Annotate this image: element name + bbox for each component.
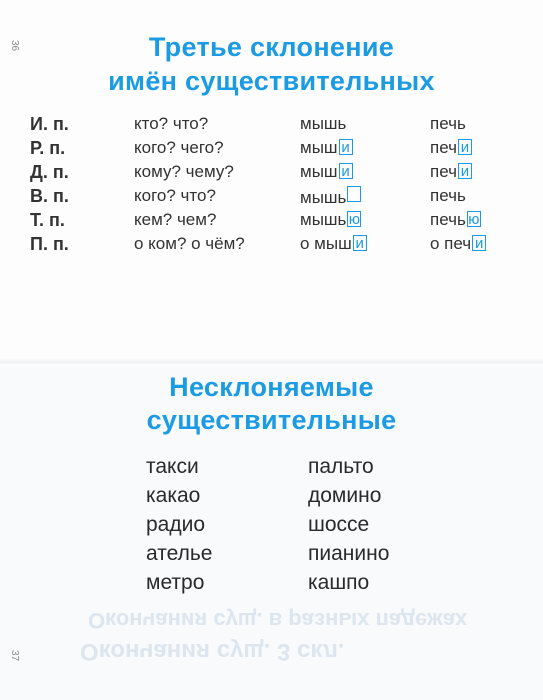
word-mysh [300,234,367,254]
table-row [30,234,520,258]
table-row [30,138,520,162]
title-indeclinable-line1: Несклоняемые [169,372,374,402]
word-mysh [300,162,353,182]
case-question: кому? чему? [134,162,234,181]
case-label: Р. п. [30,138,66,158]
list-item [0,542,543,571]
word-stem: мышь [300,188,347,207]
indeclinable-word-list [0,455,543,600]
case-label: Д. п. [30,162,69,182]
list-item [0,455,543,484]
word-right: шоссе [308,513,370,536]
empty-ending-box [347,186,361,202]
case-label: И. п. [30,114,69,134]
title-indeclinable-line2: существительные [146,405,397,435]
word-pech [430,138,472,158]
table-row [30,186,520,210]
word-pech [430,210,481,230]
word-stem: печ [430,138,457,157]
word-mysh [300,138,353,158]
title-third-declension-line1: Третье склонение [148,32,395,62]
page-number-top: 36 [9,40,20,52]
ending-box: ю [348,211,361,228]
word-pech [430,234,486,254]
ending-box: и [339,139,353,155]
ending-box: и [458,163,472,179]
title-third-declension-line2: имён существительных [108,66,435,96]
word-stem: мышь [300,210,347,229]
word-left: такси [146,455,199,478]
word-mysh [300,114,346,134]
word-left: метро [146,571,205,594]
case-label: В. п. [30,186,69,206]
word-left: ателье [146,542,213,565]
word-stem: печь [430,186,466,205]
word-left: радио [146,513,206,536]
table-row [30,210,520,234]
page-seam [0,358,543,366]
ending-box: ю [468,211,480,228]
show-through-text: Окончания сущ. 3 скл. [80,638,345,665]
word-right: кашпо [308,571,370,594]
list-item [0,484,543,513]
word-pech [430,162,472,182]
case-label: П. п. [30,234,69,254]
case-question: кого? чего? [134,138,224,157]
word-pech [430,114,466,134]
case-label: Т. п. [30,210,65,230]
word-mysh [300,210,361,230]
ending-box: и [472,235,486,251]
list-item [0,513,543,542]
case-question: о ком? о чём? [134,234,245,253]
list-item [0,571,543,600]
word-stem: печь [430,114,466,133]
page-number-bottom: 37 [9,650,20,662]
table-row [30,114,520,138]
word-stem: мыш [300,138,338,157]
word-stem: о мыш [300,234,352,253]
word-stem: печь [430,210,466,229]
ending-box: и [458,139,472,155]
word-pech [430,186,466,206]
declension-table [30,114,520,258]
word-right: домино [308,484,382,507]
case-question: кого? что? [134,186,216,205]
table-row [30,162,520,186]
case-question: кто? что? [134,114,209,133]
ending-box: и [353,235,367,251]
ending-box: и [339,163,353,179]
word-left: какао [146,484,201,507]
word-stem: о печ [430,234,472,253]
word-right: пианино [308,542,390,565]
word-mysh [300,186,361,208]
show-through-text: Окончания сущ. в разных падежах [88,608,468,633]
word-stem: печ [430,162,457,181]
word-stem: мышь [300,114,347,133]
case-question: кем? чем? [134,210,217,229]
word-right: пальто [308,455,374,478]
word-stem: мыш [300,162,338,181]
